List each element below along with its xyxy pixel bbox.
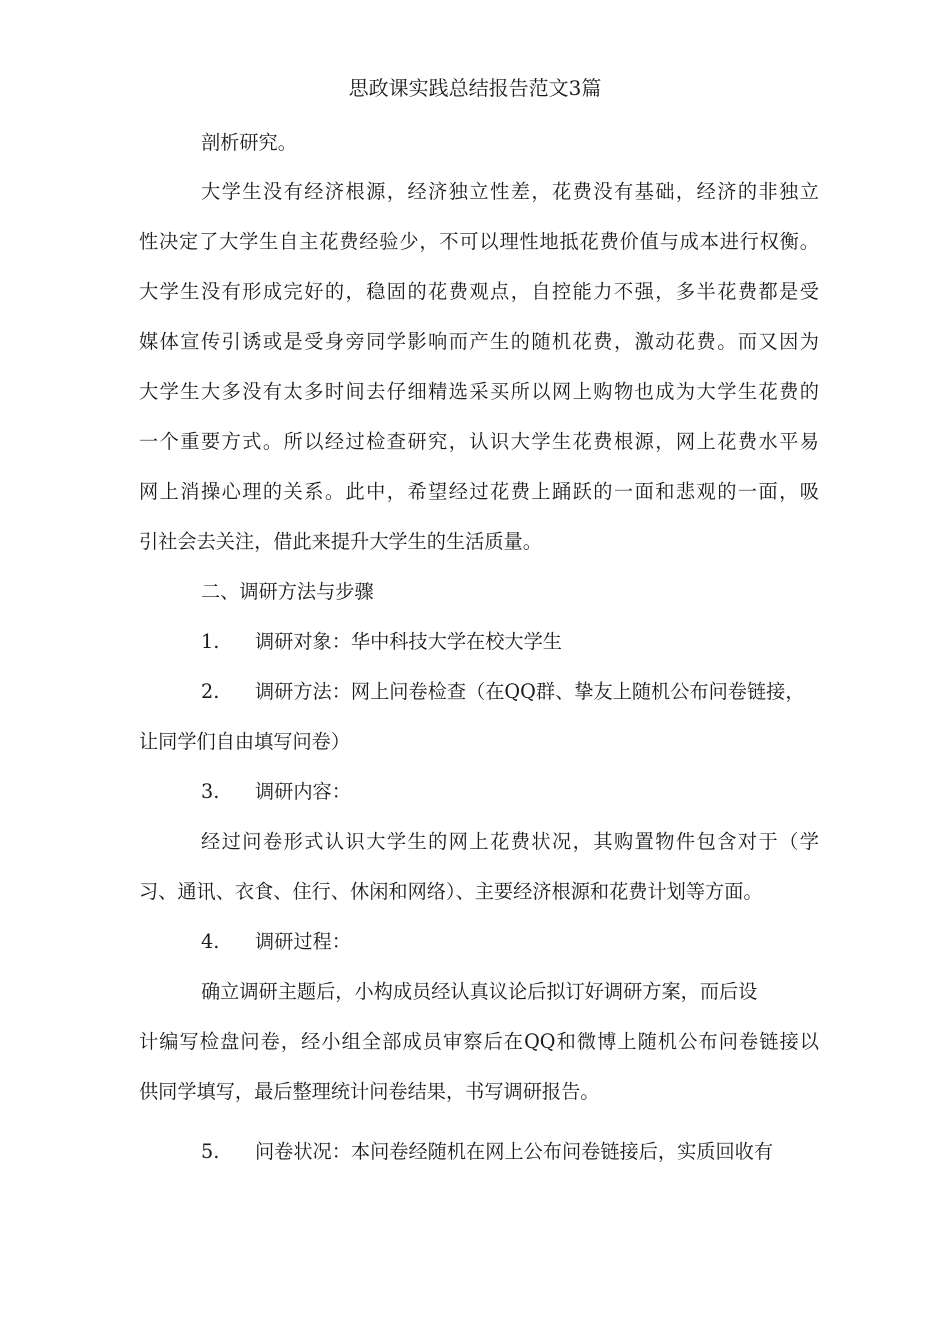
paragraph-line: 经过问卷形式认识大学生的网上花费状况，其购置物件包含对于（学 (201, 830, 819, 853)
list-item-text: 调研对象：华中科技大学在校大学生 (255, 630, 562, 653)
list-number: 3. (201, 780, 220, 803)
paragraph-line: 剖析研究。 (201, 131, 297, 154)
paragraph-line: 大学生没有形成完好的，稳固的花费观点，自控能力不强，多半花费都是受 (139, 280, 819, 303)
list-number: 4. (201, 930, 220, 953)
paragraph-line: 计编写检盘问卷，经小组全部成员审察后在QQ和微博上随机公布问卷链接以 (139, 1030, 819, 1053)
list-item (201, 928, 819, 956)
list-number: 5. (201, 1140, 220, 1163)
list-item (201, 778, 819, 806)
list-item (201, 678, 819, 706)
paragraph-line: 引社会去关注，借此来提升大学生的生活质量。 (139, 530, 542, 553)
paragraph-line: 一个重要方式。所以经过检查研究，认识大学生花费根源，网上花费水平易 (139, 430, 819, 453)
paragraph-line: 习、通讯、衣食、住行、休闲和网络）、主要经济根源和花费计划等方面。 (139, 880, 763, 903)
list-item (201, 1138, 819, 1166)
list-item-text: 调研过程： (255, 930, 351, 953)
paragraph-line: 媒体宣传引诱或是受身旁同学影响而产生的随机花费，激动花费。而又因为 (139, 330, 819, 353)
list-item-text: 调研方法：网上问卷检查（在QQ群、挚友上随机公布问卷链接， (255, 680, 805, 703)
list-number: 1. (201, 630, 220, 653)
list-number: 2. (201, 680, 220, 703)
document-title: 思政课实践总结报告范文3篇 (348, 76, 602, 100)
list-item-text: 调研内容： (255, 780, 351, 803)
paragraph-line: 大学生大多没有太多时间去仔细精选采买所以网上购物也成为大学生花费的 (139, 380, 819, 403)
paragraph-line: 让同学们自由填写问卷） (139, 730, 351, 753)
list-item (201, 628, 819, 656)
list-item-text: 问卷状况：本问卷经随机在网上公布问卷链接后，实质回收有 (255, 1140, 774, 1163)
paragraph-line: 性决定了大学生自主花费经验少，不可以理性地抵花费价值与成本进行权衡。 (139, 230, 819, 253)
paragraph-line: 网上消操心理的关系。此中，希望经过花费上踊跃的一面和悲观的一面，吸 (139, 480, 819, 503)
section-heading: 二、调研方法与步骤 (201, 580, 374, 603)
paragraph-line: 确立调研主题后，小构成员经认真议论后拟订好调研方案，而后设 (201, 980, 758, 1003)
paragraph-line: 大学生没有经济根源，经济独立性差，花费没有基础，经济的非独立 (201, 180, 819, 203)
paragraph-line: 供同学填写，最后整理统计问卷结果，书写调研报告。 (139, 1080, 600, 1103)
